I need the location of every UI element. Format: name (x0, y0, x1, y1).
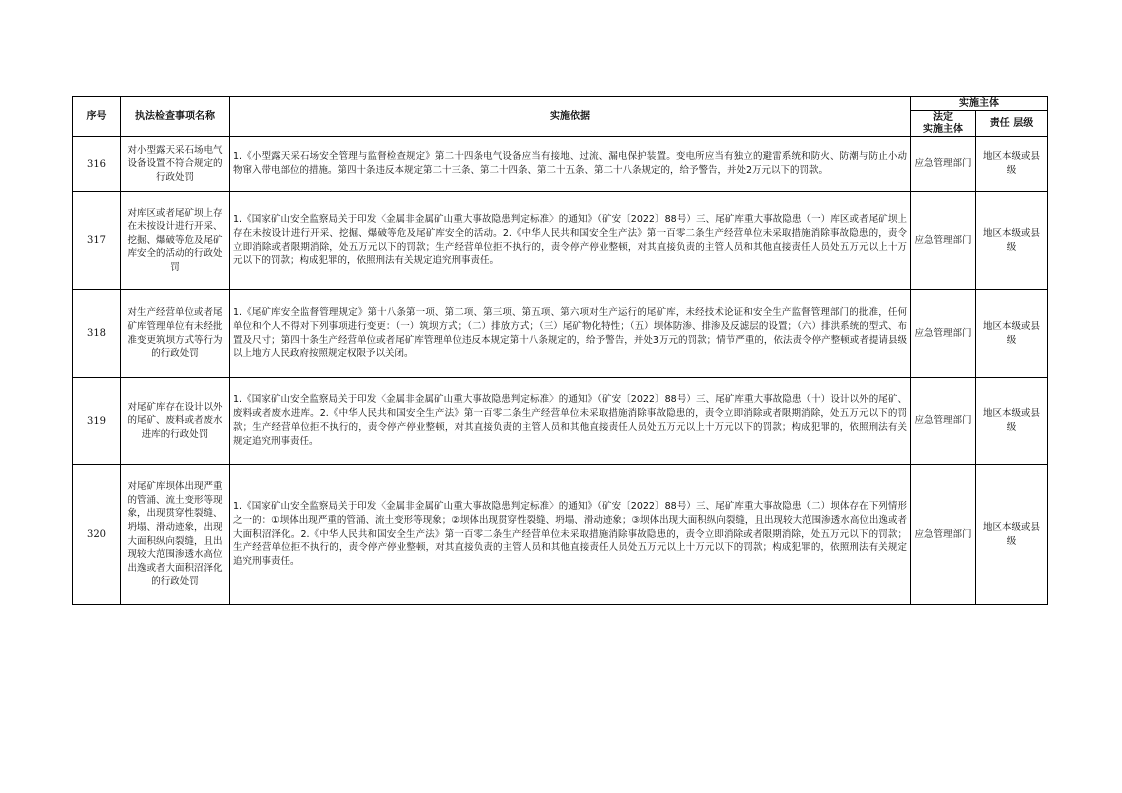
legal-subject: 应急管理部门 (911, 290, 976, 378)
legal-basis: 1.《小型露天采石场安全管理与监督检查规定》第二十四条电气设备应当有接地、过流、漏电保护装置。变电所应当有独立的避雷系统和防火、防潮与防止小动物窜入带电部位的措施。第四十条违反本规定第二十三条、第二十四条、第二十五条、第二十八条规定的，给予警告，并处2万元以下的罚款。 (230, 137, 911, 192)
item-name: 对小型露天采石场电气设备设置不符合规定的行政处罚 (121, 137, 230, 192)
legal-subject: 应急管理部门 (911, 137, 976, 192)
responsibility-level: 地区本级或县级 (976, 192, 1048, 290)
table-row (73, 137, 1048, 192)
header-basis: 实施依据 (230, 97, 911, 137)
legal-subject: 应急管理部门 (911, 192, 976, 290)
item-name: 对库区或者尾矿坝上存在未按设计进行开采、挖掘、爆破等危及尾矿库安全的活动的行政处罚 (121, 192, 230, 290)
row-number: 319 (73, 378, 121, 465)
legal-basis: 1.《国家矿山安全监察局关于印发〈金属非金属矿山重大事故隐患判定标准〉的通知》（矿安〔2022〕88号）三、尾矿库重大事故隐患（二）坝体存在下列情形之一的：①坝体出现严重的管涌、流土变形等现象；②坝体出现贯穿性裂缝、坍塌、滑动迹象；③坝体出现大面积纵向裂缝，且出现较大范围渗透水高位出逸或者大面积沼泽化。2.《中华人民共和国安全生产法》第一百零二条生产经营单位未采取措施消除事故隐患的，责令立即消除或者限期消除，处五万元以下的罚款；生产经营单位拒不执行的，责令停产停业整顿，对其直接负责的主管人员和其他直接责任人员处五万元以上十万元以下的罚款；构成犯罪的，依照刑法有关规定追究刑事责任。 (230, 465, 911, 605)
responsibility-level: 地区本级或县级 (976, 290, 1048, 378)
legal-subject: 应急管理部门 (911, 378, 976, 465)
legal-basis: 1.《国家矿山安全监察局关于印发〈金属非金属矿山重大事故隐患判定标准〉的通知》（矿安〔2022〕88号）三、尾矿库重大事故隐患（十）设计以外的尾矿、废料或者废水进库。2.《中华人民共和国安全生产法》第一百零二条生产经营单位未采取措施消除事故隐患的，责令立即消除或者限期消除，处五万元以下的罚款；生产经营单位拒不执行的，责令停产停业整顿，对其直接负责的主管人员和其他直接责任人员处五万元以上十万元以下的罚款；构成犯罪的，依照刑法有关规定追究刑事责任。 (230, 378, 911, 465)
legal-subject: 应急管理部门 (911, 465, 976, 605)
row-number: 318 (73, 290, 121, 378)
row-number: 316 (73, 137, 121, 192)
header-subject: 实施主体 (911, 97, 1048, 111)
responsibility-level: 地区本级或县级 (976, 378, 1048, 465)
item-name: 对生产经营单位或者尾矿库管理单位有未经批准变更筑坝方式等行为的行政处罚 (121, 290, 230, 378)
table-row (73, 290, 1048, 378)
header-serial-number: 序号 (73, 97, 121, 137)
item-name: 对尾矿库坝体出现严重的管涌、流土变形等现象，出现贯穿性裂缝、坍塌、滑动迹象，出现大面积纵向裂缝，且出现较大范围渗透水高位出逸或者大面积沼泽化的行政处罚 (121, 465, 230, 605)
legal-basis: 1.《尾矿库安全监督管理规定》第十八条第一项、第二项、第三项、第五项、第六项对生产运行的尾矿库，未经技术论证和安全生产监督管理部门的批准，任何单位和个人不得对下列事项进行变更：（一）筑坝方式；（二）排放方式；（三）尾矿物化特性；（五）坝体防渗、排渗及反滤层的设置；（六）排洪系统的型式、布置及尺寸；第四十条生产经营单位或者尾矿库管理单位违反本规定第十八条规定的，给予警告，并处3万元的罚款；情节严重的，依法责令停产整顿或者提请县级以上地方人民政府按照规定权限予以关闭。 (230, 290, 911, 378)
row-number: 320 (73, 465, 121, 605)
header-responsibility-level: 责任 层级 (976, 111, 1048, 137)
header-legal-subject: 法定 实施主体 (911, 111, 976, 137)
table-row (73, 192, 1048, 290)
table-row (73, 465, 1048, 605)
table-row (73, 378, 1048, 465)
item-name: 对尾矿库存在设计以外的尾矿、废料或者废水进库的行政处罚 (121, 378, 230, 465)
header-item-name: 执法检查事项名称 (121, 97, 230, 137)
responsibility-level: 地区本级或县级 (976, 465, 1048, 605)
legal-basis: 1.《国家矿山安全监察局关于印发〈金属非金属矿山重大事故隐患判定标准〉的通知》（矿安〔2022〕88号）三、尾矿库重大事故隐患（一）库区或者尾矿坝上存在未按设计进行开采、挖掘、爆破等危及尾矿库安全的活动。2.《中华人民共和国安全生产法》第一百零二条生产经营单位未采取措施消除事故隐患的，责令立即消除或者限期消除，处五万元以下的罚款；生产经营单位拒不执行的，责令停产停业整顿，对其直接负责的主管人员和其他直接责任人员处五万元以上十万元以下的罚款；构成犯罪的，依照刑法有关规定追究刑事责任。 (230, 192, 911, 290)
row-number: 317 (73, 192, 121, 290)
responsibility-level: 地区本级或县级 (976, 137, 1048, 192)
enforcement-table (72, 96, 1048, 605)
